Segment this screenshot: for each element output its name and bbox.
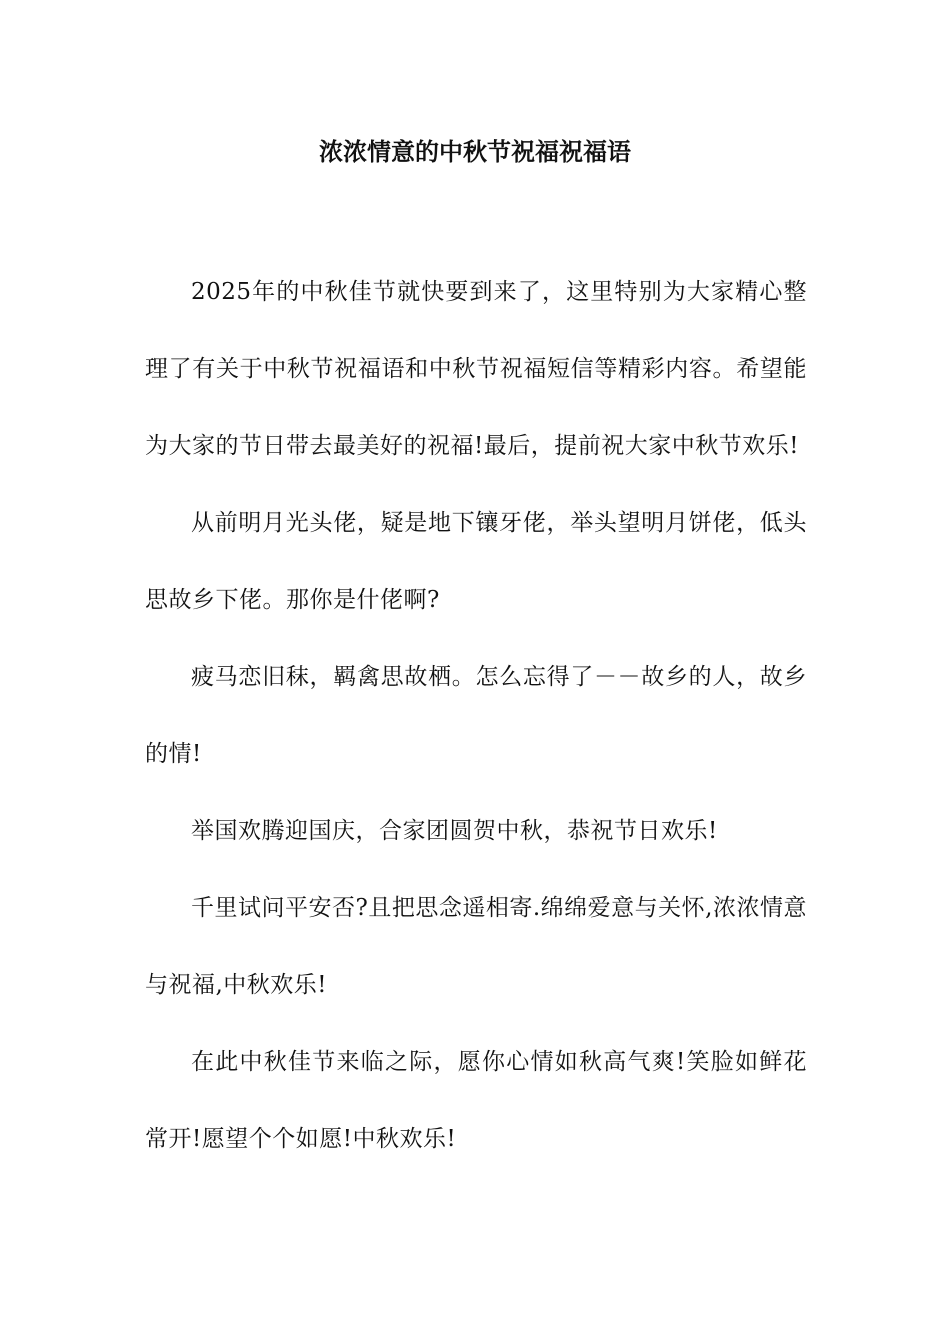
- document-body: [145, 254, 807, 1178]
- document-title: 浓浓情意的中秋节祝福祝福语: [319, 137, 631, 166]
- paragraph-greeting-1: 从前明月光头佬，疑是地下镶牙佬，举头望明月饼佬，低头思故乡下佬。那你是什佬啊?: [145, 510, 807, 613]
- paragraph-greeting-2: 疲马恋旧秣，羁禽思故栖。怎么忘得了－－故乡的人，故乡的情!: [145, 664, 807, 767]
- paragraph-greeting-5: 在此中秋佳节来临之际，愿你心情如秋高气爽!笑脸如鲜花常开!愿望个个如愿!中秋欢乐!: [145, 1049, 807, 1152]
- paragraph-intro: 2025年的中秋佳节就快要到来了，这里特别为大家精心整理了有关于中秋节祝福语和中秋节祝福短信等精彩内容。希望能为大家的节日带去最美好的祝福!最后，提前祝大家中秋节欢乐!: [145, 279, 807, 459]
- paragraph-greeting-3: 举国欢腾迎国庆，合家团圆贺中秋，恭祝节日欢乐!: [191, 818, 718, 844]
- paragraph-greeting-4: 千里试问平安否?且把思念遥相寄.绵绵爱意与关怀,浓浓情意与祝福,中秋欢乐!: [145, 895, 807, 998]
